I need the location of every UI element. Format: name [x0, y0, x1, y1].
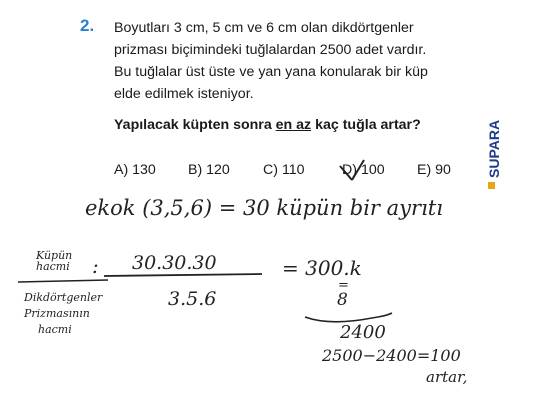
answer-tick	[340, 166, 352, 180]
choice-value: 110	[281, 162, 305, 178]
stem-line: prizması biçimindeki tuğlalardan 2500 adet vardır.	[114, 42, 427, 58]
label-line: Dikdörtgenler	[24, 291, 103, 304]
choice-value: 100	[360, 162, 385, 178]
label-divide-mark: :	[92, 254, 99, 278]
label-line: hacmi	[36, 260, 70, 273]
remainder-word: artar,	[426, 368, 468, 386]
stem-line: Bu tuğlalar üst üste ve yan yana konularak bir küp	[114, 64, 428, 80]
ask-underlined: en az	[275, 117, 312, 133]
subtraction-line: 2500−2400=100	[322, 346, 461, 365]
question-number: 2.	[80, 16, 95, 35]
label-line: hacmi	[38, 323, 72, 336]
equals-mark: =	[338, 278, 349, 293]
label-fraction-bar	[18, 280, 108, 282]
brand-text: SUPARA	[486, 119, 502, 178]
multiply-brace	[305, 313, 392, 322]
ekok-line: ekok (3,5,6) = 30 küpün bir ayrıtı	[85, 196, 443, 220]
ask-post: kaç tuğla artar?	[311, 117, 421, 133]
stem-line: elde edilmek isteniyor.	[114, 86, 254, 102]
choice-letter: D)	[342, 162, 357, 178]
stem-line: Boyutları 3 cm, 5 cm ve 6 cm olan dikdörtgenler	[114, 20, 414, 36]
fraction-bar	[104, 274, 262, 276]
answer-tick	[352, 160, 364, 180]
choice-letter: B)	[188, 162, 203, 178]
k-value: 8	[337, 290, 348, 310]
ask-pre: Yapılacak küpten sonra	[114, 117, 276, 133]
choice-letter: E)	[417, 162, 432, 178]
fraction-denominator: 3.5.6	[168, 288, 217, 310]
choice-letter: C)	[263, 162, 278, 178]
fraction-numerator: 30.30.30	[132, 252, 217, 274]
choice-value: 130	[132, 162, 156, 178]
label-line: Prizmasının	[24, 307, 90, 320]
product-value: 2400	[340, 322, 386, 343]
label-line: Küpün	[36, 249, 73, 262]
choice-letter: A)	[114, 162, 129, 178]
choice-value: 120	[206, 162, 230, 178]
choice-value: 90	[435, 162, 451, 178]
result-expression: = 300.k	[282, 256, 362, 280]
